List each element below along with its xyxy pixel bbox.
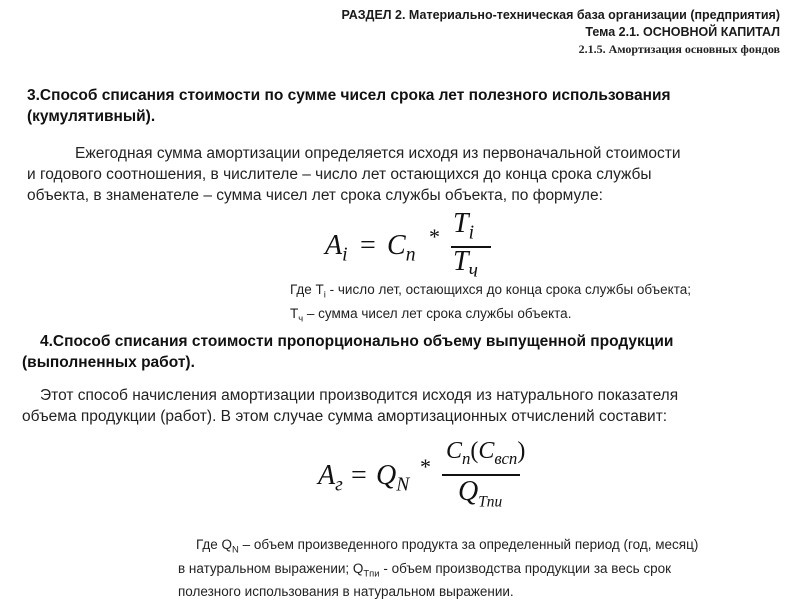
formula3-den-sub: ч bbox=[468, 260, 478, 282]
method4-paragraph-line2: объема продукции (работ). В этом случае сумма амортизационных отчислений составит: bbox=[22, 408, 668, 425]
formula4-num-inner-sub: всп bbox=[494, 448, 518, 468]
formula4-q-sub: N bbox=[396, 474, 410, 496]
formula3-c: C bbox=[387, 230, 406, 261]
formula4-lhs-sub: г bbox=[335, 474, 343, 496]
formula3-eq: = bbox=[360, 230, 376, 261]
formula4-den-sub: Tпи bbox=[478, 493, 503, 511]
method3-paragraph bbox=[27, 143, 777, 206]
method4-heading-line2: (выполненных работ). bbox=[22, 354, 195, 371]
method3-note bbox=[290, 281, 780, 328]
cumulative-formula bbox=[325, 208, 505, 282]
method4-paragraph-line1: Этот способ начисления амортизации производится исходя из натурального показателя bbox=[40, 387, 679, 404]
subtopic-title: 2.1.5. Амортизация основных фондов bbox=[578, 42, 780, 56]
formula3-num: T bbox=[453, 208, 469, 239]
method3-paragraph-line1: Ежегодная сумма амортизации определяется исходя из первоначальной стоимости bbox=[75, 145, 681, 162]
method3-note-line1: Где $T_i$ - число лет, остающихся до конца срока службы объекта; bbox=[290, 282, 691, 301]
formula3-lhs-sub: i bbox=[342, 244, 348, 266]
method4-heading-line1: 4.Способ списания стоимости пропорционально объему выпущенной продукции bbox=[40, 333, 674, 350]
method4-paragraph bbox=[22, 385, 787, 427]
production-formula: $A_г$ = $Q_N$ * $C_п(C_{всп})$ $Q_{Tпи}$ bbox=[318, 438, 526, 511]
method3-heading-line2: (кумулятивный). bbox=[27, 108, 156, 125]
formula3-op: * bbox=[429, 224, 440, 249]
method3-paragraph-line3: объекта, в знаменателе – сумма чисел лет срока службы объекта, по формуле: bbox=[27, 187, 603, 204]
formula4-num-c: C bbox=[446, 438, 463, 464]
method4-note-line1: Где $Q_N$ – объем произведенного продукта за определенный период (год, месяц) bbox=[196, 537, 699, 556]
formula4-op: * bbox=[420, 454, 431, 479]
formula4-q: Q bbox=[376, 460, 397, 491]
method3-heading bbox=[27, 85, 787, 127]
formula4-num-inner: C bbox=[478, 438, 495, 464]
formula4-eq: = bbox=[351, 460, 367, 491]
formula3-lhs: A bbox=[325, 230, 343, 261]
section-title: РАЗДЕЛ 2. Материально-техническая база организации (предприятия) bbox=[341, 8, 780, 22]
formula3-c-sub: n bbox=[405, 244, 416, 266]
method3-note-line2: $T_ч$ – сумма чисел лет срока службы объекта. bbox=[290, 305, 572, 325]
method3-heading-line1: 3.Способ списания стоимости по сумме чисел срока лет полезного использования bbox=[27, 87, 671, 104]
method4-note-line2: в натуральном выражении; $Q_{Tпи}$ - объем производства продукции за весь срок bbox=[178, 560, 672, 580]
method4-heading bbox=[22, 331, 787, 373]
formula4-den: Q bbox=[458, 476, 479, 507]
method4-note bbox=[178, 536, 768, 601]
formula4-num-c-sub: п bbox=[462, 448, 471, 468]
formula3-num-sub: i bbox=[468, 222, 475, 244]
method4-note-line3: полезного использования в натуральном выражении. bbox=[178, 584, 514, 600]
topic-title: Тема 2.1. ОСНОВНОЙ КАПИТАЛ bbox=[585, 25, 780, 39]
formula3-den: T bbox=[453, 246, 469, 277]
method3-paragraph-line2: и годового соотношения, в числителе – число лет остающихся до конца срока службы bbox=[27, 166, 652, 183]
formula4-lhs: A bbox=[318, 460, 336, 491]
